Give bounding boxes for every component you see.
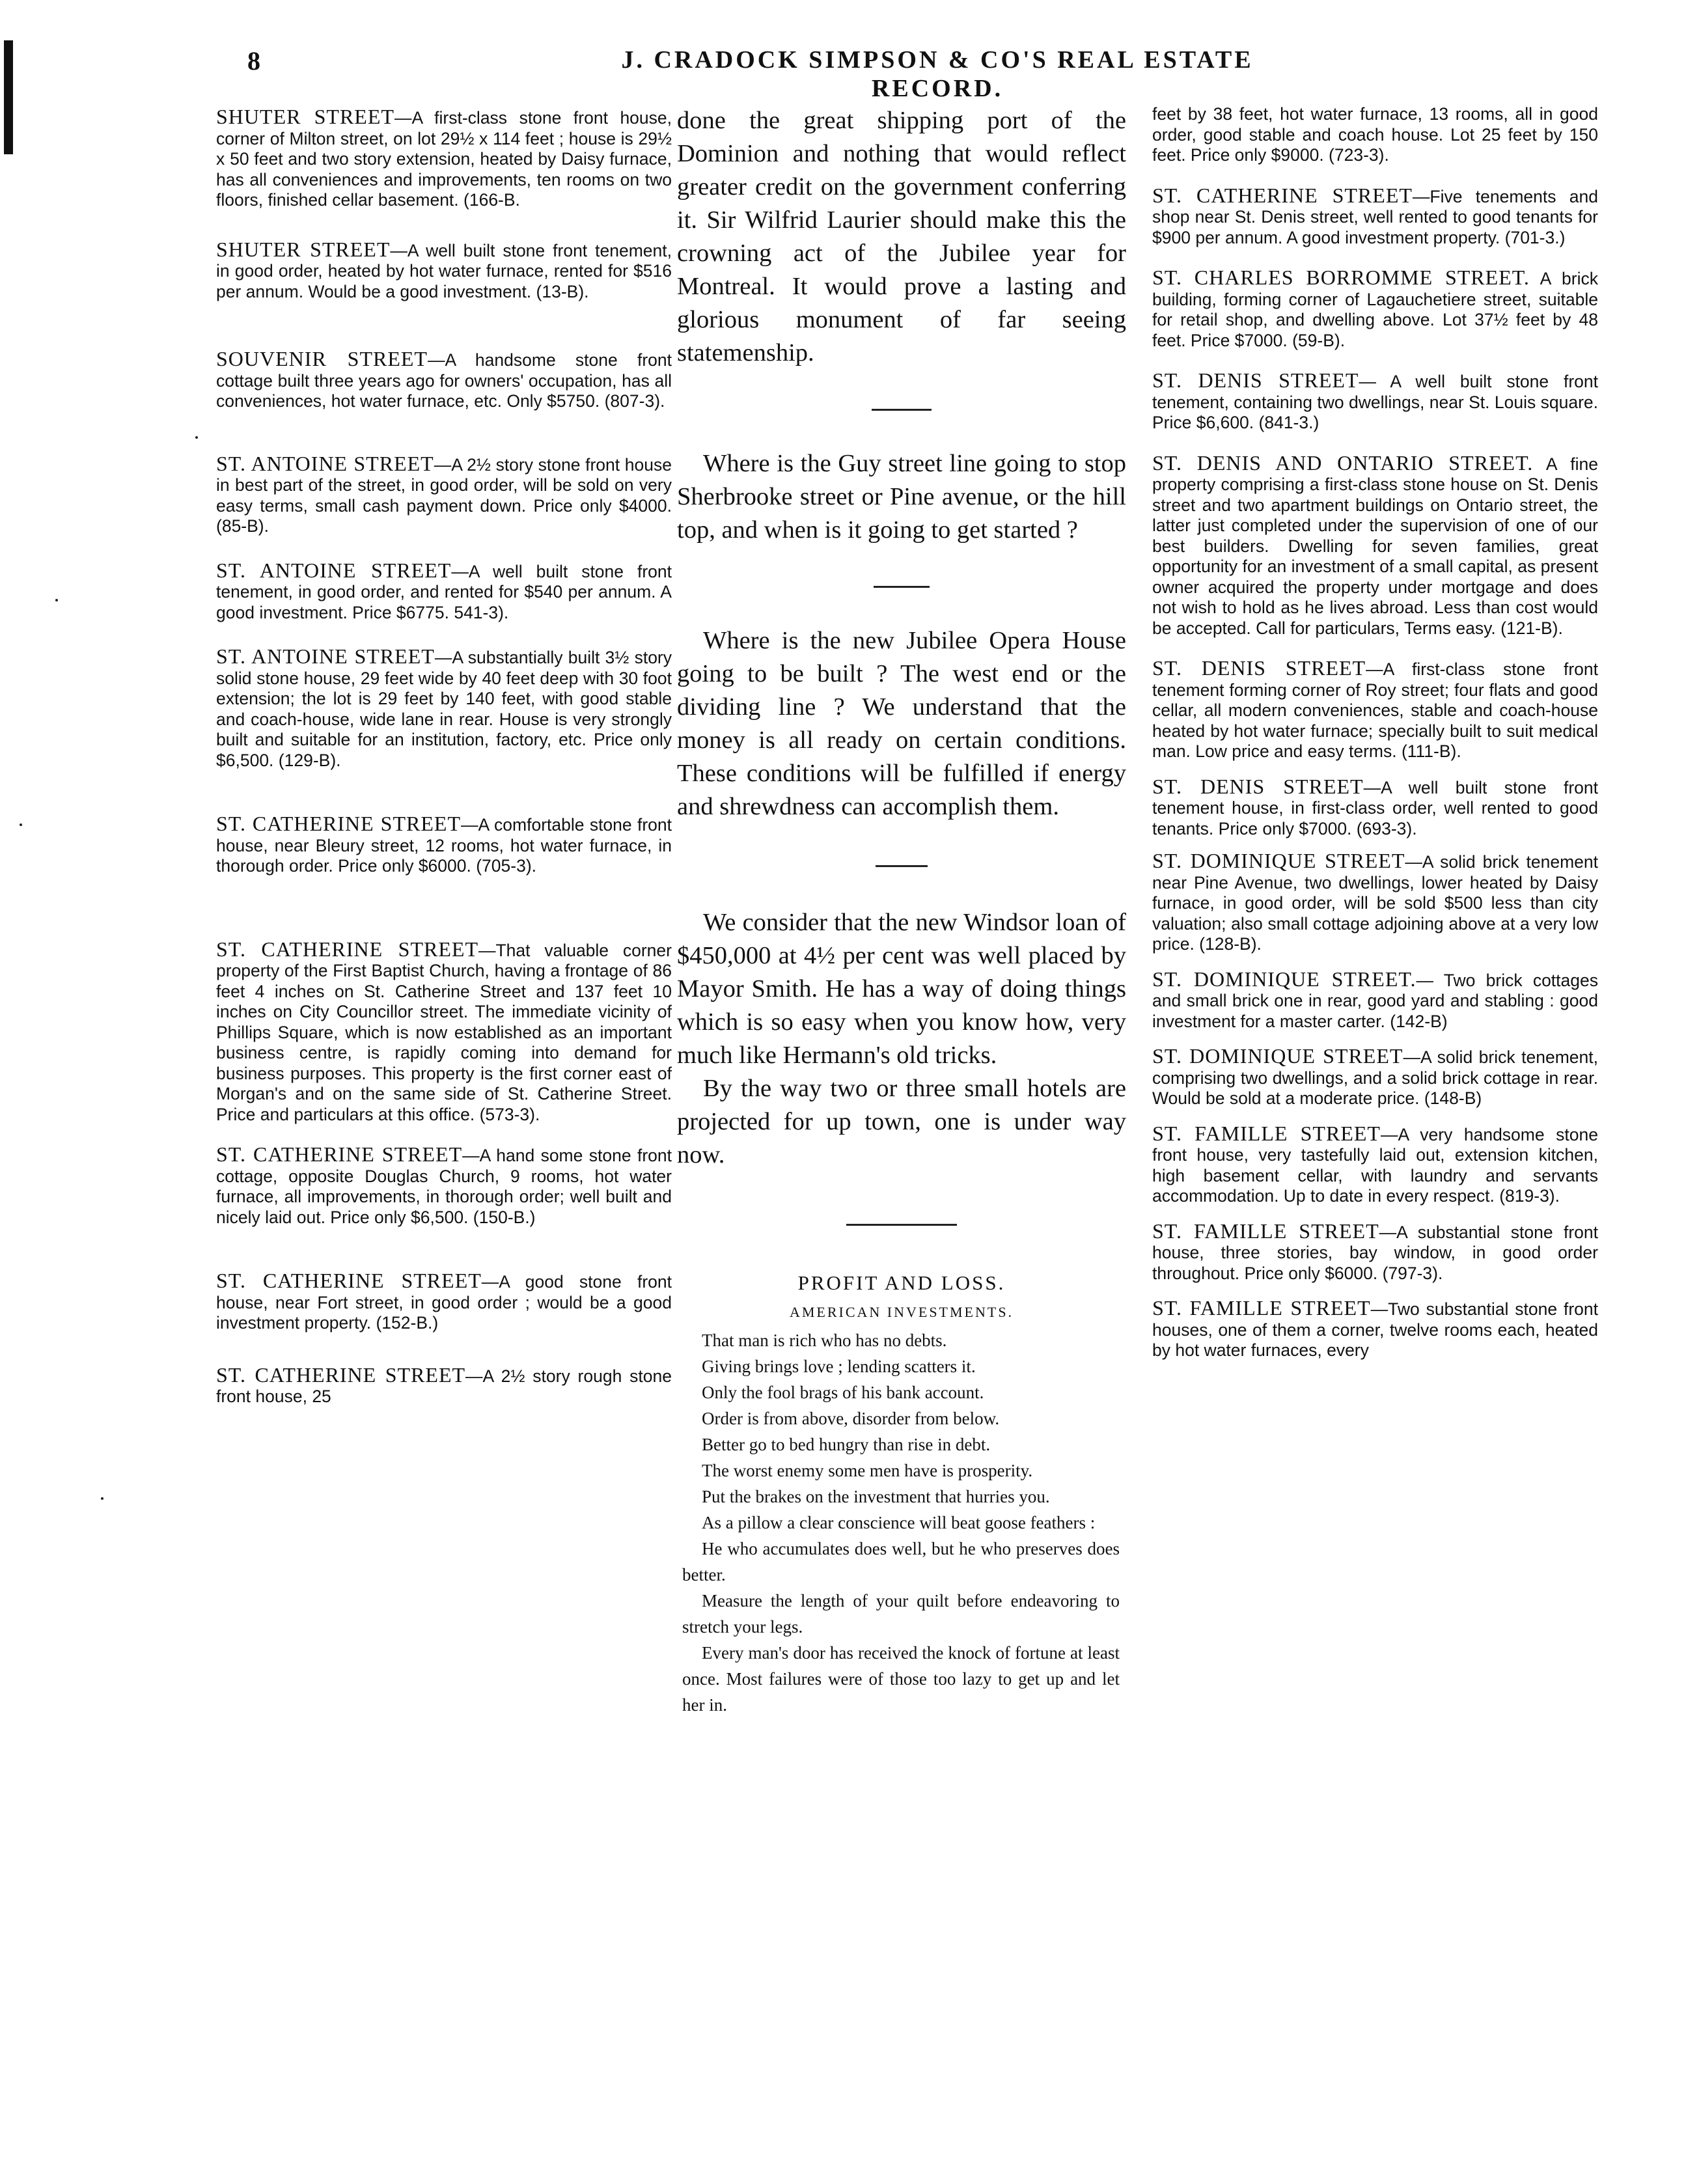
listing-street: ST. DENIS STREET: [1152, 774, 1364, 798]
listing-text: —A first-class stone front house, corner of Milton street, on lot 29½ x 114 feet ; house is 29½ x 50 feet and two story extension, heated by Daisy furnace, has all conveniences and improvements, ten rooms on two floors, finished cellar basement. (166-B.: [216, 108, 672, 210]
maxim-item: The worst enemy some men have is prosperity.: [702, 1461, 1033, 1480]
listing: [1152, 183, 1598, 249]
listing-street: ST. CATHERINE STREET: [216, 812, 461, 835]
editorial-paragraph: done the great shipping port of the Dominion and nothing that would reflect greater credit on the government conferring it. Sir Wilfrid Laurier should make this the crowning act of the Jubilee year for Montreal. It would prove a lasting and glorious monument of far seeing statemenship.: [677, 107, 1126, 366]
editorial-paragraph: Where is the Guy street line going to stop Sherbrooke street or Pine avenue, or the hill top, and when is it going to get started ?: [677, 450, 1126, 544]
listing-street: ST. DOMINIQUE STREET: [1152, 849, 1405, 872]
listing: [216, 1362, 672, 1407]
maxim-item: That man is rich who has no debts.: [702, 1331, 947, 1350]
listing-text: —A well built stone front tenement, in good order, heated by hot water furnace, rented for $516 per annum. Would be a good investment. (13-B).: [216, 240, 672, 301]
listing-text: —A very handsome stone front house, very tastefully laid out, extension kitchen, high basement cellar, with laundry and servants accommodation. Up to date in every respect. (819-3).: [1152, 1124, 1598, 1206]
listing-street: ST. CATHERINE STREET: [1152, 183, 1413, 207]
listing: [216, 349, 672, 412]
scan-speck: [195, 436, 198, 439]
listing: [216, 646, 672, 771]
maxim-item: Put the brakes on the investment that hurries you.: [702, 1487, 1050, 1506]
scan-speck: [55, 599, 58, 601]
right-column: [1152, 98, 1598, 1361]
listing-text: —A comfortable stone front house, near Bleury street, 12 rooms, hot water furnace, in thorough order. Price only $6000. (705-3).: [216, 815, 672, 876]
listing-street: ST. FAMILLE STREET: [1152, 1121, 1381, 1145]
listing-street: ST. DOMINIQUE STREET: [1152, 1044, 1403, 1068]
listing-street: ST. DENIS STREET: [1152, 368, 1359, 392]
listing: [1152, 774, 1599, 840]
listing-text: —A substantially built 3½ story solid stone house, 29 feet wide by 40 feet deep with 30 foot extension; the lot is 29 feet by 140 feet, with good stable and coach-house, wide lane in rear. House is very strongly built and suitable for an institution, factory, etc. Price only $6,500. (129-B).: [216, 648, 672, 770]
listing: [216, 1271, 672, 1334]
listing: [1152, 1298, 1598, 1361]
listing: [1152, 1046, 1598, 1109]
listing-text: —A well built stone front tenement house, in first-class order, well rented to good tenants. Price only $7000. (693-3).: [1152, 777, 1599, 838]
running-title: J. CRADOCK SIMPSON & CO'S REAL ESTATE RECORD.: [621, 46, 1254, 102]
maxim-item: As a pillow a clear conscience will beat goose feathers :: [702, 1513, 1096, 1532]
maxim-item: Every man's door has received the knock of fortune at least once. Most failures were of those too lazy to get up and let her in.: [682, 1643, 1120, 1715]
left-column: [216, 98, 672, 1407]
listing-text: —A substantial stone front house, three stories, bay window, in good order throughout. Price only $6000. (797-3).: [1152, 1222, 1598, 1283]
listing-street: ST. ANTOINE STREET: [216, 644, 435, 668]
editorial-paragraph: Where is the new Jubilee Opera House going to be built ? The west end or the dividing line ? We understand that the money is all ready on certain conditions. These conditions will be fulfilled if energy and shrewdness can accomplish them.: [677, 627, 1126, 820]
maxim-item: Only the fool brags of his bank account.: [702, 1383, 984, 1402]
listing-text: A brick building, forming corner of Lagauchetiere street, suitable for retail shop, and dwelling above. Lot 37½ feet by 48 feet. Price $7000. (59-B).: [1152, 269, 1598, 350]
listing: [1152, 1121, 1598, 1207]
maxim-item: He who accumulates does well, but he who preserves does better.: [682, 1539, 1120, 1584]
scan-speck: [101, 1497, 104, 1500]
section-divider: [876, 865, 928, 867]
section-divider: [874, 586, 930, 588]
listing: [216, 1144, 672, 1228]
listing-street: ST. FAMILLE STREET: [1152, 1219, 1379, 1243]
listing-street: SOUVENIR STREET: [216, 347, 428, 370]
page-number: 8: [247, 46, 262, 76]
editorial-paragraph: We consider that the new Windsor loan of $450,000 at 4½ per cent was well placed by Mayor Smith. He has a way of doing things which is so easy when you know how, very much like Hermann's old tricks.: [677, 909, 1126, 1069]
listing: [1152, 450, 1599, 639]
section-title: PROFIT AND LOSS.: [797, 1271, 1006, 1294]
listing-street: ST. CATHERINE STREET: [216, 1142, 463, 1166]
maxim-item: Giving brings love ; lending scatters it.: [702, 1357, 976, 1376]
listing-street: SHUTER STREET: [216, 105, 394, 128]
listing-text: —A good stone front house, near Fort street, in good order ; would be a good investment property. (152-B.): [216, 1272, 672, 1333]
listing-street: ST. DOMINIQUE STREET.: [1152, 967, 1417, 991]
listing-text: — Two brick cottages and small brick one in rear, good yard and stabling : good investment for a master carter. (142-B): [1152, 970, 1598, 1031]
section-subtitle: AMERICAN INVESTMENTS.: [789, 1304, 1014, 1320]
listing-street: ST. ANTOINE STREET: [216, 558, 452, 582]
listing: [216, 451, 672, 537]
middle-column: [677, 98, 1126, 1718]
listing-street: ST. FAMILLE STREET: [1152, 1296, 1371, 1320]
listing-text: —A handsome stone front cottage built three years ago for owners' occupation, has all conveniences, hot water furnace, etc. Only $5750. (807-3).: [216, 350, 672, 411]
listing-text: —Two substantial stone front houses, one of them a corner, twelve rooms each, heated by hot water furnaces, every: [1152, 1299, 1598, 1360]
listing-street: ST. CATHERINE STREET: [216, 1362, 466, 1387]
listing: [216, 107, 672, 211]
maxim-item: Better go to bed hungry than rise in debt.: [702, 1435, 991, 1454]
listing-text: —A first-class stone front tenement forming corner of Roy street; four flats and good cellar, all modern conveniences, stable and coach-house heated by hot water furnace; specially built to suit medical man. Low price and easy terms. (111-B).: [1152, 659, 1598, 761]
listing: [216, 939, 672, 1126]
maxims-list: [677, 1327, 1126, 1718]
listing-text: —A well built stone front tenement, in good order, and rented for $540 per annum. A good investment. Price $6775. 541-3).: [216, 561, 672, 622]
section-divider: [872, 409, 932, 411]
listing: [216, 237, 672, 303]
listing-text: A fine property comprising a first-class stone house on St. Denis street and two apartment buildings on Ontario street, the latter just completed under the supervision of one of our best builders. Dwelling for seven families, great opportunity for an investment of a small capital, as present owner acquired the property under mortgage and does not wish to hold as he lives abroad. Less than cost would be accepted. Call for particulars, Terms easy. (121-B).: [1152, 454, 1599, 638]
listing-text: —A solid brick tenement near Pine Avenue, two dwellings, lower heated by Daisy furnace, in good order, will be sold $500 less than city valuation; also small cottage adjoining above at a very low price. (128-B).: [1152, 852, 1599, 954]
listing-street: ST. DENIS AND ONTARIO STREET.: [1152, 450, 1534, 475]
listing-text: — A well built stone front tenement, containing two dwellings, near St. Louis square. Price $6,600. (841-3.): [1152, 372, 1599, 432]
editorial-paragraph: By the way two or three small hotels are projected for up town, one is under way now.: [677, 1075, 1126, 1168]
listing: [1152, 268, 1598, 351]
listing-text: —A 2½ story stone front house in best part of the street, in good order, will be sold on very easy terms, small cash payment down. Price only $4000. (85-B).: [216, 454, 672, 536]
listing-text: —Five tenements and shop near St. Denis street, well rented to good tenants for $900 per annum. A good investment property. (701-3.): [1152, 186, 1598, 247]
listing: [1152, 104, 1598, 166]
listing-text: —A hand some stone front cottage, opposite Douglas Church, 9 rooms, hot water furnace, all improvements, in thorough order; well built and nicely laid out. Price only $6,500. (150-B.): [216, 1146, 672, 1227]
scan-speck: [20, 823, 22, 826]
listing: [1152, 658, 1598, 762]
listing: [1152, 969, 1598, 1032]
listing-text: —That valuable corner property of the First Baptist Church, having a frontage of 86 feet 4 inches on St. Catherine Street and 137 feet 10 inches on City Councillor street. The immediate vicinity of Phillips Square, which is now established as an important business centre, is rapidly coming into demand for business purposes. This property is the first corner east of Morgan's and on the same side of St. Catherine Street. Price and particulars at this office. (573-3).: [216, 940, 672, 1124]
maxim-item: Order is from above, disorder from below.: [702, 1409, 1000, 1428]
section-divider: [846, 1224, 957, 1226]
listing: [1152, 370, 1598, 434]
listing-street: ST. CATHERINE STREET: [216, 937, 478, 961]
listing-text: —A solid brick tenement, comprising two dwellings, and a solid brick cottage in rear. Would be sold at a moderate price. (148-B): [1152, 1047, 1598, 1108]
listing: [216, 560, 672, 624]
listing: [1152, 1221, 1598, 1284]
page-header: [0, 46, 1686, 102]
listing-text: —A 2½ story rough stone front house, 25: [216, 1366, 672, 1406]
listing-text: feet by 38 feet, hot water furnace, 13 rooms, all in good order, good stable and coach house. Lot 25 feet by 150 feet. Price only $9000. (723-3).: [1152, 104, 1598, 165]
listing-street: ST. CATHERINE STREET: [216, 1269, 482, 1292]
maxim-item: Measure the length of your quilt before endeavoring to stretch your legs.: [682, 1591, 1120, 1637]
listing: [216, 814, 672, 877]
listing-street: ST. DENIS STREET: [1152, 656, 1366, 680]
listing-street: ST. CHARLES BORROMME STREET.: [1152, 266, 1530, 289]
listing-street: SHUTER STREET: [216, 237, 391, 261]
listing: [1152, 851, 1598, 955]
listing-street: ST. ANTOINE STREET: [216, 451, 434, 475]
